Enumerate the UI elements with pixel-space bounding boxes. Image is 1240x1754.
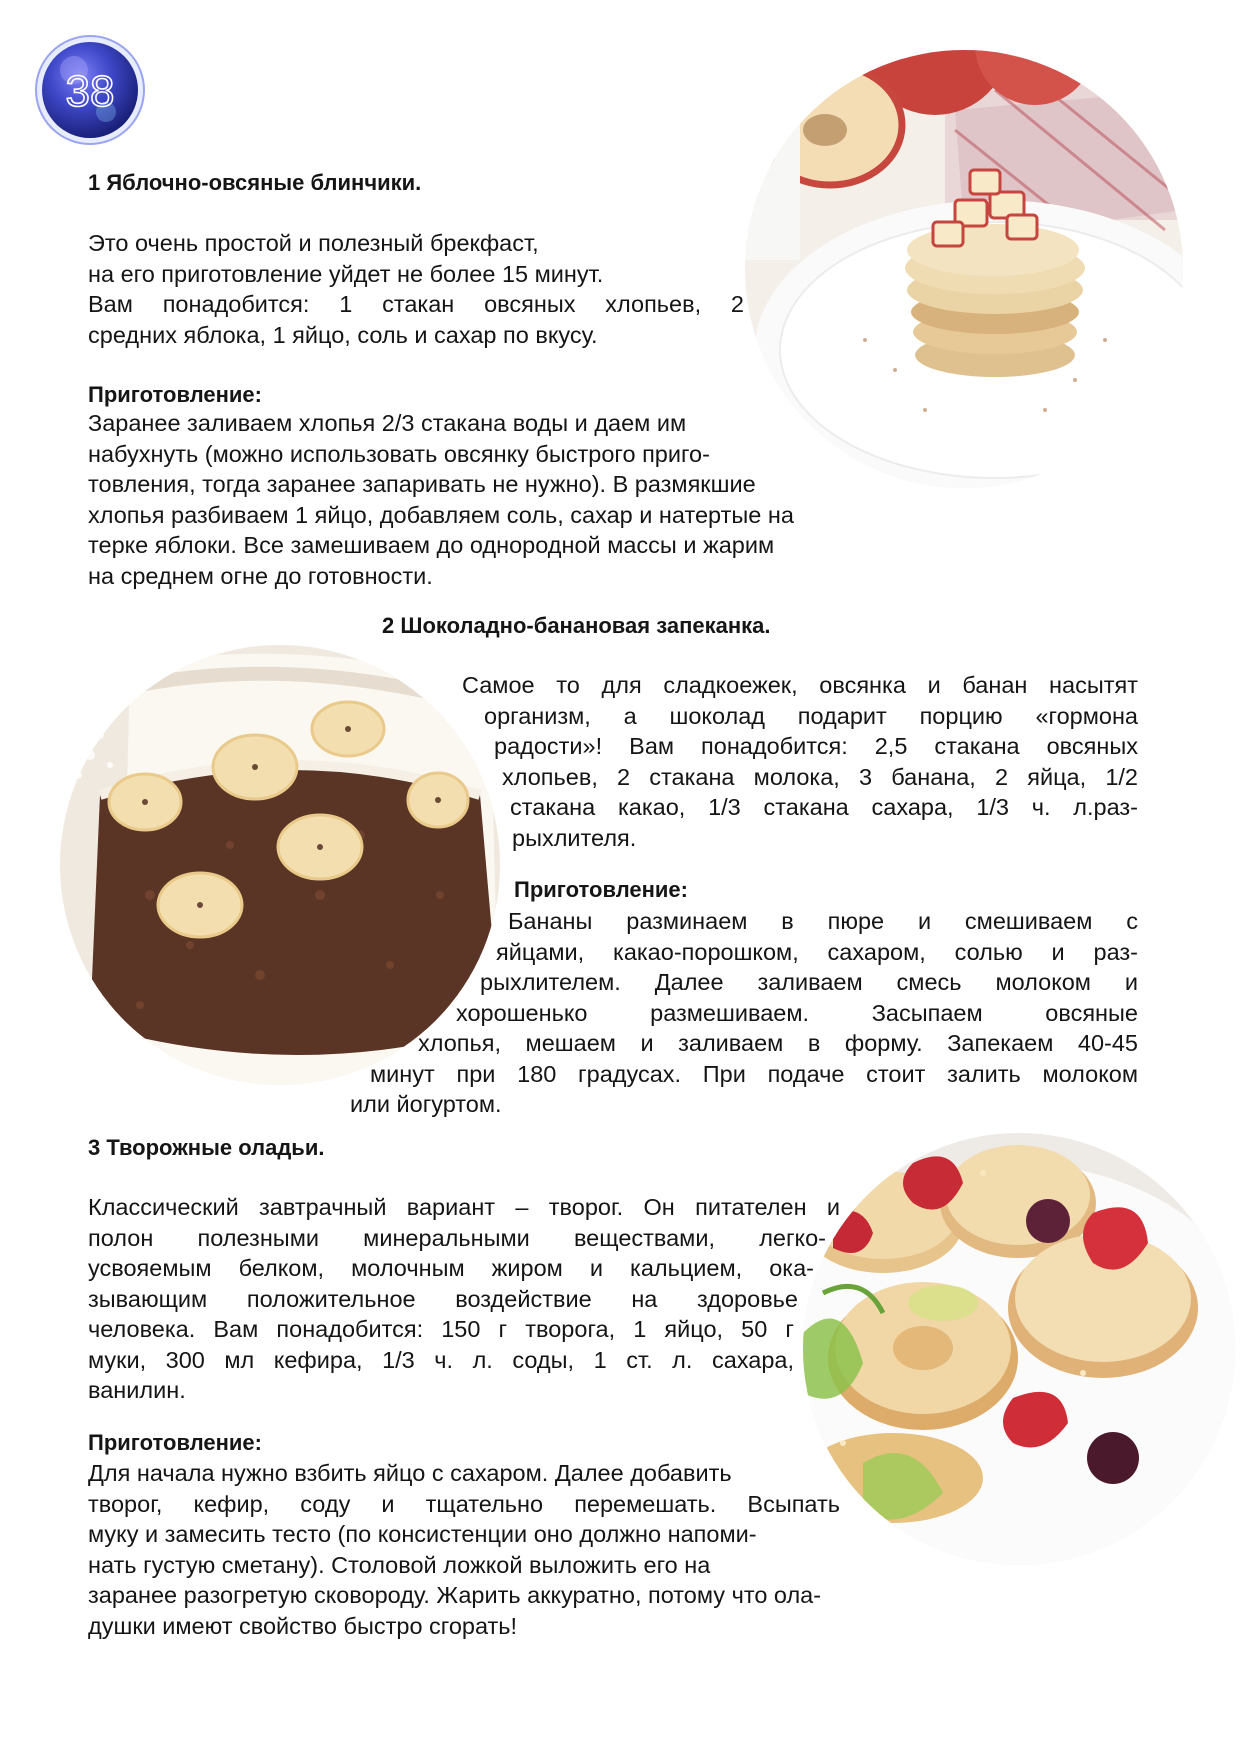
page-number-badge <box>34 34 146 146</box>
text-line: хорошенько размешиваем. Засыпаем овсяные <box>456 999 1138 1026</box>
text-line: усвояемым белком, молочным жиром и кальцием, ока- <box>88 1255 814 1281</box>
text-line: ванилин. <box>88 1377 186 1403</box>
text-line: на его приготовление уйдет не более 15 минут. <box>88 260 604 287</box>
recipe-1-prep-label: Приготовление: <box>88 382 262 407</box>
text-line: яйцами, какао-порошком, сахаром, солью и раз- <box>496 938 1138 965</box>
text-line: набухнуть (можно использовать овсянку быстрого приго- <box>88 440 710 467</box>
text-line: нать густую сметану). Столовой ложкой выложить его на <box>88 1551 711 1578</box>
text-line: душки имеют свойство быстро сгорать! <box>88 1612 518 1639</box>
text-line: муку и замесить тесто (по консистенции оно должно напоми- <box>88 1521 757 1547</box>
text-line: полон полезными минеральными веществами, легко- <box>88 1224 826 1251</box>
text-line: средних яблока, 1 яйцо, соль и сахар по вкусу. <box>88 321 598 348</box>
text-line: терке яблоки. Все замешиваем до однородной массы и жарим <box>88 532 775 558</box>
text-line: Для начала нужно взбить яйцо с сахаром. Далее добавить <box>88 1460 732 1486</box>
text-line: Бананы разминаем в пюре и смешиваем с <box>508 908 1138 934</box>
text-line: Вам понадобится: 1 стакан овсяных хлопьев, 2 <box>88 291 744 317</box>
recipe-3-title: 3 Творожные оладьи. <box>88 1135 325 1160</box>
page-number: 38 <box>65 67 115 116</box>
text-line: хлопьев, 2 стакана молока, 3 банана, 2 яйца, 1/2 <box>502 763 1138 790</box>
text-line: хлопья, мешаем и заливаем в форму. Запекаем 40-45 <box>418 1030 1138 1056</box>
text-line: муки, 300 мл кефира, 1/3 ч. л. соды, 1 ст. л. сахара, <box>88 1346 794 1373</box>
recipe-3-prep <box>88 1458 940 1641</box>
text-line: на среднем огне до готовности. <box>88 562 433 589</box>
text-line: Это очень простой и полезный брекфаст, <box>88 230 539 256</box>
text-line: стакана какао, 1/3 стакана сахара, 1/3 ч. л.раз- <box>510 794 1138 820</box>
text-line: организм, а шоколад подарит порцию «гормона <box>484 702 1138 729</box>
recipe-1-intro <box>88 228 744 350</box>
text-line: Классический завтрачный вариант – творог. Он питателен и <box>88 1194 840 1220</box>
text-line: Заранее заливаем хлопья 2/3 стакана воды и даем им <box>88 410 687 436</box>
text-line: рыхлителем. Далее заливаем смесь молоком и <box>480 969 1138 995</box>
text-line: творог, кефир, соду и тщательно перемешать. Всыпать <box>88 1490 840 1517</box>
text-line: радости»! Вам понадобится: 2,5 стакана овсяных <box>494 733 1138 759</box>
text-line: человека. Вам понадобится: 150 г творога, 1 яйцо, 50 г <box>88 1316 794 1342</box>
text-line: хлопья разбиваем 1 яйцо, добавляем соль, сахар и натертые на <box>88 501 794 528</box>
text-line: зывающим положительное воздействие на здоровье <box>88 1285 798 1312</box>
recipe-1-prep <box>88 408 878 591</box>
recipe-2-prep <box>0 906 1138 1120</box>
recipe-1-title: 1 Яблочно-овсяные блинчики. <box>88 170 422 195</box>
text-line: минут при 180 градусах. При подаче стоит залить молоком <box>370 1060 1138 1087</box>
text-line: или йогуртом. <box>350 1091 502 1117</box>
text-line: Самое то для сладкоежек, овсянка и банан насытят <box>462 672 1138 698</box>
text-line: рыхлителя. <box>512 824 637 851</box>
recipe-2-intro <box>0 670 1138 853</box>
recipe-3-intro <box>88 1192 840 1406</box>
text-line: товления, тогда заранее запаривать не нужно). В размякшие <box>88 471 756 497</box>
text-line: заранее разогретую сковороду. Жарить аккуратно, потому что ола- <box>88 1582 822 1608</box>
recipe-2-title: 2 Шоколадно-банановая запеканка. <box>382 613 771 638</box>
recipe-3-prep-label: Приготовление: <box>88 1430 262 1455</box>
recipe-2-prep-label: Приготовление: <box>514 877 688 902</box>
